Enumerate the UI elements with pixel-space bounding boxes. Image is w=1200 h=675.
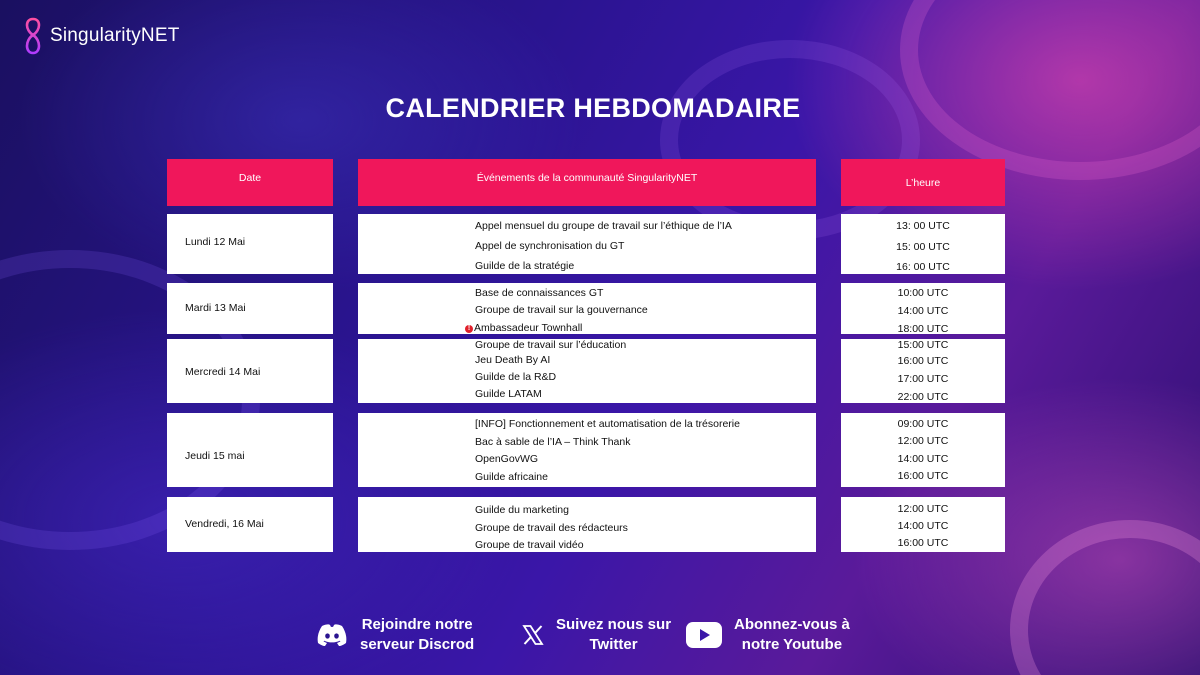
event-item: Guilde de la stratégie bbox=[475, 260, 575, 272]
day-label: Mercredi 14 Mai bbox=[185, 366, 261, 378]
date-cell bbox=[167, 497, 333, 552]
background-swirl bbox=[660, 40, 920, 240]
event-time: 18:00 UTC bbox=[897, 323, 949, 335]
event-item: Guilde de la R&D bbox=[475, 371, 557, 383]
date-cell bbox=[167, 339, 333, 403]
event-time: 14:00 UTC bbox=[897, 453, 949, 465]
youtube-line1: Abonnez-vous à bbox=[734, 616, 850, 633]
event-time: 14:00 UTC bbox=[897, 305, 949, 317]
event-time: 16:00 UTC bbox=[897, 537, 949, 549]
events-column-header bbox=[358, 159, 816, 206]
event-item: Guilde africaine bbox=[475, 471, 548, 483]
times-cell bbox=[841, 339, 1005, 403]
x-icon bbox=[522, 624, 544, 646]
event-item: Groupe de travail sur la gouvernance bbox=[475, 304, 648, 316]
event-time: 16: 00 UTC bbox=[896, 261, 950, 273]
event-item: Guilde du marketing bbox=[475, 504, 569, 516]
events-header-label: Événements de la communauté SingularityNET bbox=[476, 172, 698, 184]
brand-name: SingularityNET bbox=[50, 25, 180, 46]
event-time: 17:00 UTC bbox=[897, 373, 949, 385]
event-item: Ambassadeur Townhall bbox=[474, 322, 583, 334]
event-item: Groupe de travail vidéo bbox=[475, 539, 584, 551]
event-time: 12:00 UTC bbox=[897, 435, 949, 447]
times-cell bbox=[841, 497, 1005, 552]
event-item: OpenGovWG bbox=[475, 453, 539, 465]
event-time: 12:00 UTC bbox=[897, 503, 949, 515]
day-label: Vendredi, 16 Mai bbox=[185, 518, 264, 530]
discord-line1: Rejoindre notre bbox=[361, 616, 473, 633]
page-title: CALENDRIER HEBDOMADAIRE bbox=[385, 93, 801, 123]
date-column-header bbox=[167, 159, 333, 206]
event-time: 09:00 UTC bbox=[897, 418, 949, 430]
date-cell bbox=[167, 283, 333, 334]
times-cell bbox=[841, 214, 1005, 274]
event-time: 14:00 UTC bbox=[897, 520, 949, 532]
events-cell bbox=[358, 413, 816, 487]
background-swirl bbox=[1010, 520, 1200, 675]
events-cell bbox=[358, 339, 816, 403]
event-time: 22:00 UTC bbox=[897, 391, 949, 403]
date-cell bbox=[167, 214, 333, 274]
event-time: 16:00 UTC bbox=[897, 470, 949, 482]
youtube-icon bbox=[686, 622, 722, 648]
event-item: Guilde LATAM bbox=[475, 388, 542, 400]
event-item-with-warning bbox=[465, 322, 582, 334]
event-time: 16:00 UTC bbox=[897, 355, 949, 367]
twitter-line1: Suivez nous sur bbox=[556, 616, 672, 633]
date-cell bbox=[167, 413, 333, 487]
event-item: Groupe de travail sur l’éducation bbox=[475, 339, 627, 351]
event-item: Jeu Death By AI bbox=[475, 354, 551, 366]
singularitynet-logo-icon bbox=[22, 16, 44, 56]
events-cell bbox=[358, 497, 816, 552]
time-column-header bbox=[841, 159, 1005, 206]
twitter-link[interactable] bbox=[522, 615, 671, 655]
event-time: 15:00 UTC bbox=[897, 339, 949, 351]
day-label: Lundi 12 Mai bbox=[185, 236, 246, 248]
background-swirl bbox=[900, 0, 1200, 180]
event-item: [INFO] Fonctionnement et automatisation de la trésorerie bbox=[475, 418, 740, 430]
times-cell bbox=[841, 283, 1005, 334]
youtube-line2: notre Youtube bbox=[741, 636, 843, 653]
youtube-link[interactable] bbox=[686, 615, 850, 655]
day-label: Jeudi 15 mai bbox=[185, 450, 245, 462]
events-cell bbox=[358, 214, 816, 274]
warning-icon: ! bbox=[465, 325, 473, 333]
day-label: Mardi 13 Mai bbox=[185, 302, 246, 314]
event-time: 10:00 UTC bbox=[897, 287, 949, 299]
twitter-line2: Twitter bbox=[589, 636, 638, 653]
date-header-label: Date bbox=[238, 172, 262, 184]
time-header-label: L’heure bbox=[905, 177, 941, 189]
event-item: Appel de synchronisation du GT bbox=[475, 240, 625, 252]
times-cell bbox=[841, 413, 1005, 487]
discord-icon bbox=[316, 623, 348, 647]
event-time: 15: 00 UTC bbox=[896, 241, 950, 253]
event-item: Base de connaissances GT bbox=[475, 287, 604, 299]
event-time: 13: 00 UTC bbox=[896, 220, 950, 232]
event-item: Groupe de travail des rédacteurs bbox=[475, 522, 628, 534]
event-item: Bac à sable de l’IA – Think Thank bbox=[475, 436, 631, 448]
events-cell bbox=[358, 283, 816, 334]
event-item: Appel mensuel du groupe de travail sur l’éthique de l’IA bbox=[475, 220, 732, 232]
discord-link[interactable] bbox=[316, 615, 474, 655]
brand-logo[interactable] bbox=[22, 16, 180, 56]
discord-line2: serveur Discrod bbox=[360, 636, 475, 653]
